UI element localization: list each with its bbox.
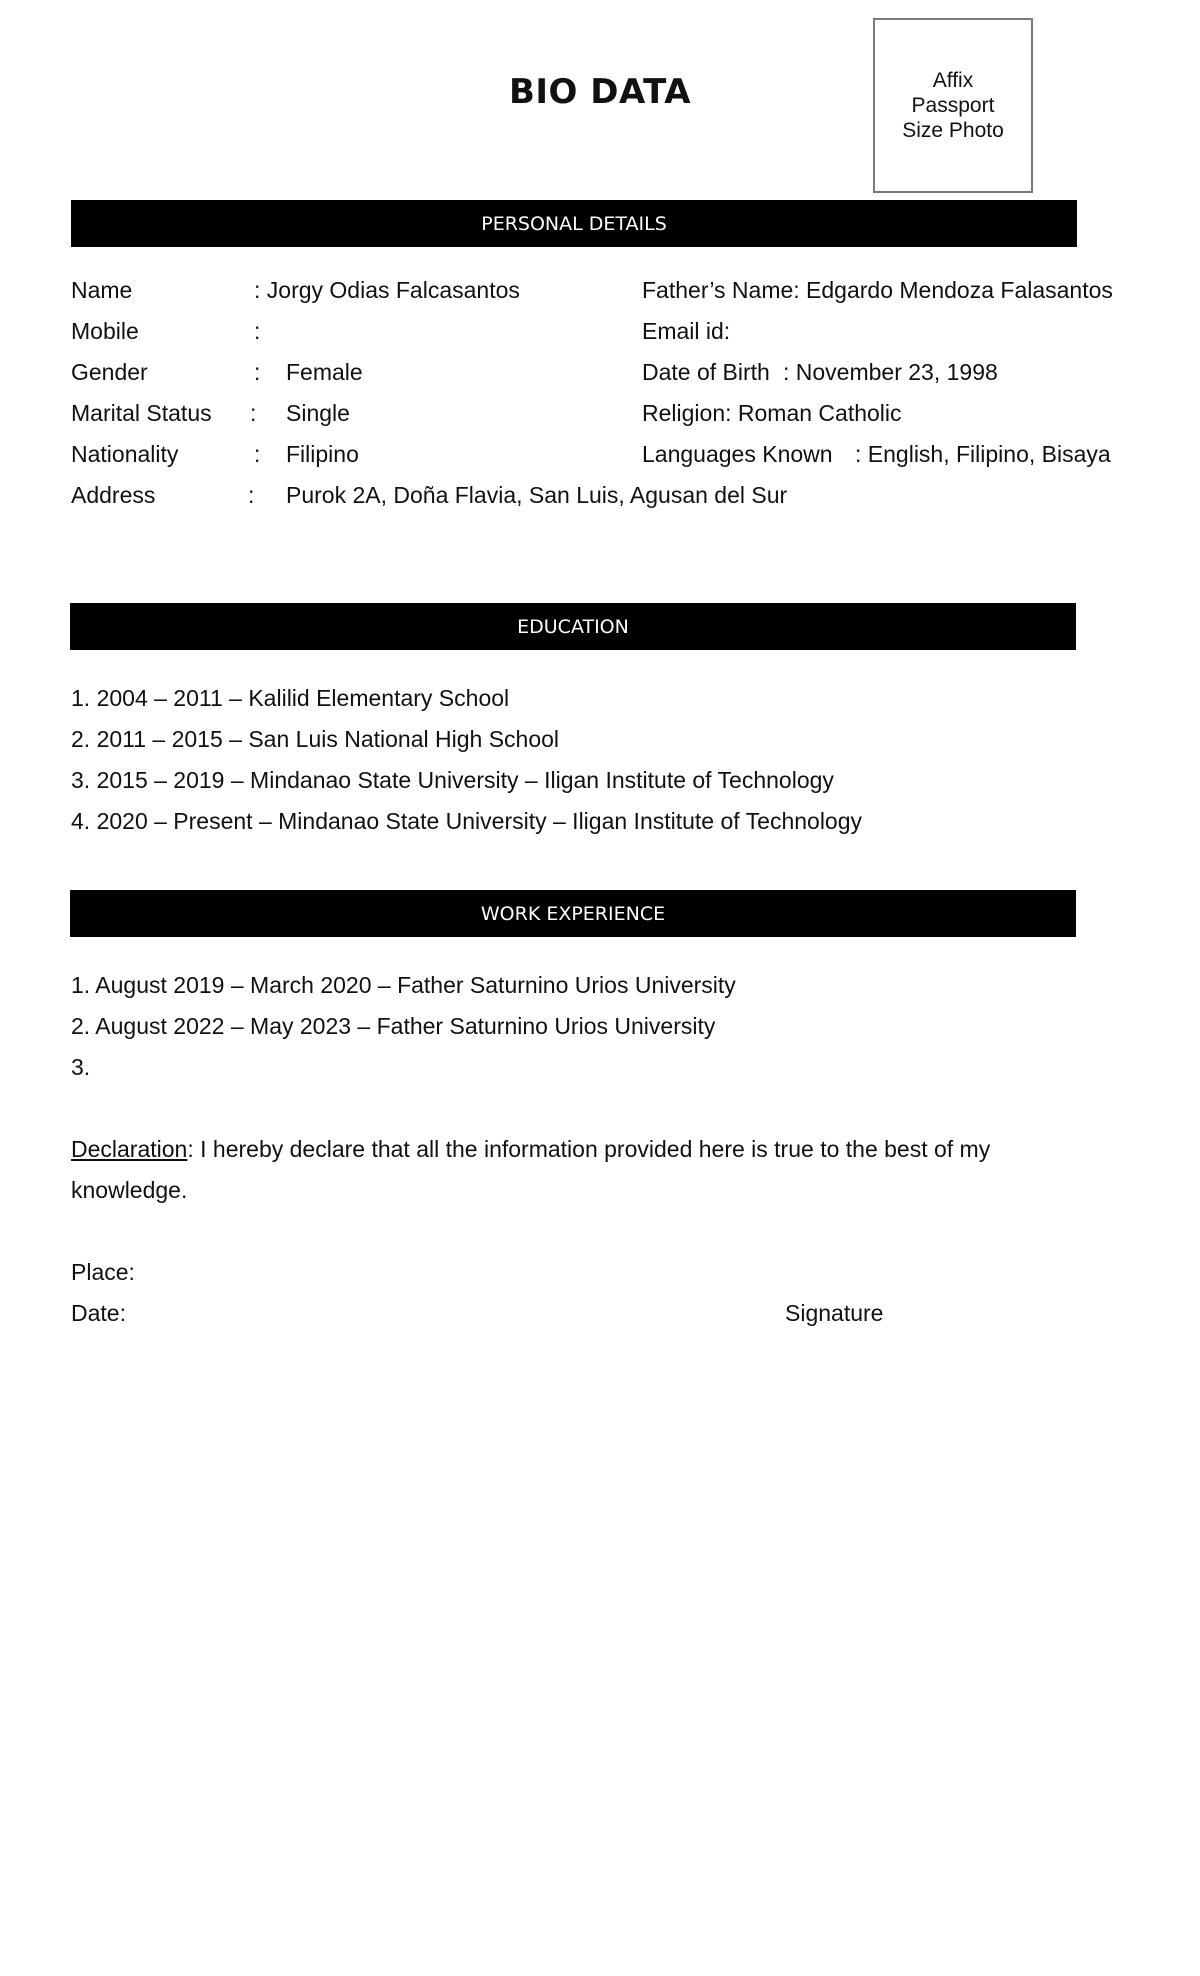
education-item-2: 2. 2011 – 2015 – San Luis National High School — [71, 726, 560, 752]
marital-status-colon: : — [250, 400, 257, 426]
marital-status-label: Marital Status — [71, 400, 212, 426]
address-colon: : — [248, 482, 255, 508]
email-id: Email id: — [642, 318, 731, 344]
declaration-line-1 — [71, 1135, 990, 1163]
mobile-label: Mobile — [71, 318, 139, 344]
photo-placeholder-box — [873, 18, 1033, 193]
section-bar-education: EDUCATION — [70, 603, 1076, 650]
place-label: Place: — [71, 1259, 135, 1285]
nationality-label: Nationality — [71, 441, 179, 467]
page-title: BIO DATA — [508, 72, 692, 112]
photo-box-line-2: Passport — [911, 94, 995, 117]
languages-known-label: Languages Known — [642, 441, 833, 467]
declaration-label: Declaration — [71, 1136, 188, 1162]
religion: Religion: Roman Catholic — [642, 400, 902, 426]
name-value: : Jorgy Odias Falcasantos — [254, 277, 520, 303]
mobile-colon: : — [254, 318, 261, 344]
education-item-3: 3. 2015 – 2019 – Mindanao State University – Iligan Institute of Technology — [71, 767, 834, 793]
education-item-1: 1. 2004 – 2011 – Kalilid Elementary School — [71, 685, 510, 711]
date-of-birth-label: Date of Birth — [642, 359, 770, 385]
work-item-3: 3. — [71, 1054, 91, 1080]
work-item-1: 1. August 2019 – March 2020 – Father Saturnino Urios University — [71, 972, 736, 998]
section-bar-work-experience: WORK EXPERIENCE — [70, 890, 1076, 937]
name-label: Name — [71, 277, 133, 303]
nationality-value: Filipino — [286, 441, 359, 467]
photo-box-line-1: Affix — [932, 69, 974, 92]
declaration-text: : I hereby declare that all the information provided here is true to the best of my — [187, 1136, 991, 1162]
gender-colon: : — [254, 359, 261, 385]
photo-box-line-3: Size Photo — [902, 119, 1004, 142]
gender-value: Female — [286, 359, 363, 385]
date-label: Date: — [71, 1300, 126, 1326]
section-bar-personal-details: PERSONAL DETAILS — [71, 200, 1077, 247]
signature-label: Signature — [785, 1300, 884, 1326]
address-value: Purok 2A, Doña Flavia, San Luis, Agusan del Sur — [286, 482, 788, 508]
nationality-colon: : — [254, 441, 261, 467]
languages-known-value: : English, Filipino, Bisaya — [855, 441, 1111, 467]
address-label: Address — [71, 482, 156, 508]
father-name: Father’s Name: Edgardo Mendoza Falasantos — [642, 277, 1113, 303]
date-of-birth-value: : November 23, 1998 — [783, 359, 998, 385]
work-item-2: 2. August 2022 – May 2023 – Father Saturnino Urios University — [71, 1013, 716, 1039]
education-item-4: 4. 2020 – Present – Mindanao State University – Iligan Institute of Technology — [71, 808, 863, 834]
declaration-line-2: knowledge. — [71, 1177, 188, 1203]
gender-label: Gender — [71, 359, 148, 385]
marital-status-value: Single — [286, 400, 350, 426]
